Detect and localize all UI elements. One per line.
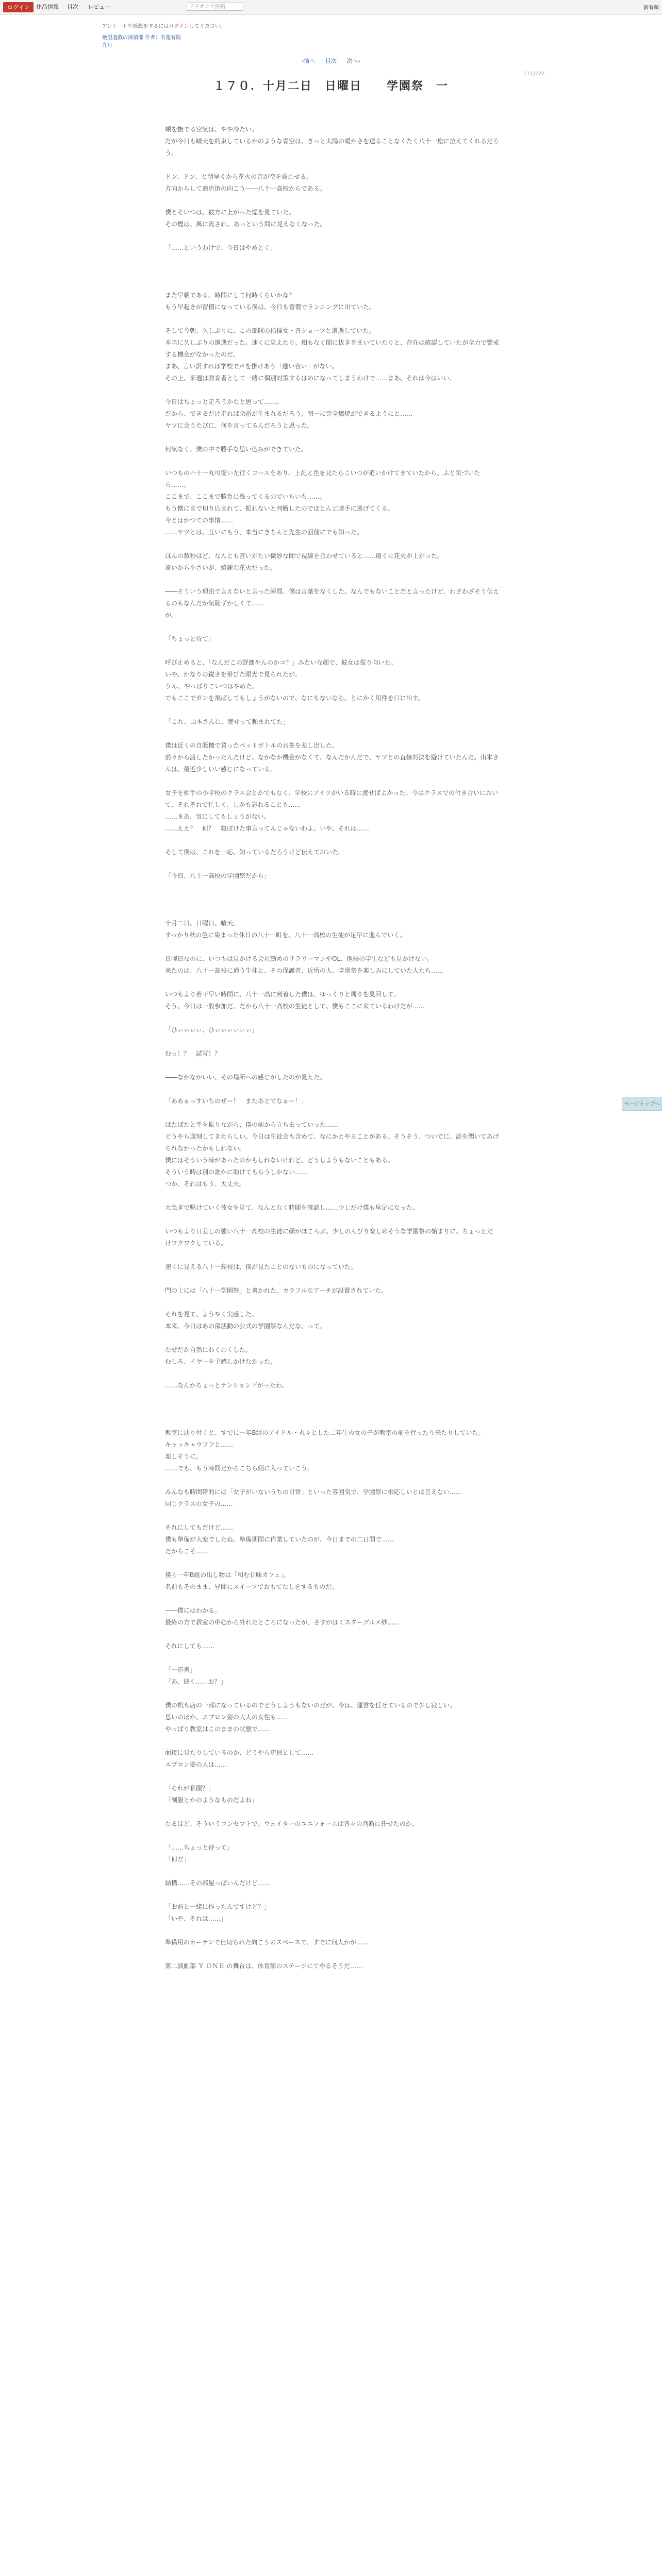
story-paragraph: [165, 1557, 499, 1569]
story-paragraph: [165, 1190, 499, 1202]
story-paragraph: [165, 1475, 499, 1486]
story-paragraph: もう懐にまで切り込まれて、振れないと判断したのでほとんど勝手に逃げてくる。: [165, 505, 394, 512]
story-paragraph: 女子を相手の小学校のクラス会とかでもなく、学校にアイツがいる時に渡せばよかった。今はクラスでの付き合いにおいて、それぞれで忙しく、しかも忘れることも……: [165, 789, 498, 808]
story-paragraph: [165, 1083, 499, 1095]
story-paragraph: でもここでガンを飛ばしてもしょうがないので、なにもないなら、とにかく用件を口に出す。: [165, 694, 424, 702]
story-paragraph: [165, 254, 499, 266]
story-paragraph: 結構……その部屋っぽいんだけど……: [165, 1879, 271, 1887]
story-paragraph: 「あ、彼く……お？」: [165, 1678, 227, 1685]
story-paragraph: 門の上には「八十一学園祭」と書かれた、カラフルなアーチが設置されていた。: [165, 1287, 388, 1294]
story-paragraph: 「何だ」: [165, 1856, 190, 1863]
story-paragraph: 方向からして商店街の向こう――八十一高校からである。: [165, 185, 326, 192]
story-paragraph: いつもより若干早い時間に、八十一高に到着した僕は、ゆっくりと周りを見回して。: [165, 991, 400, 998]
story-paragraph: [165, 1688, 499, 1700]
story-paragraph: それにしても……: [165, 1642, 215, 1650]
story-paragraph: 速くに見える八十一高校は、僕が見たことのないものになっていた。: [165, 1263, 357, 1270]
story-paragraph: [165, 858, 499, 870]
story-paragraph: どうやら遅刻してきたらしい。今日は生徒会も含めて、なにかとやることがある。そうそう、ついでに、話を聞いてあげられなかったかもしれない。: [165, 1133, 499, 1152]
story-paragraph: それを見て、ようやく実感した。: [165, 1311, 258, 1318]
story-paragraph: ――僕にはわかる。: [165, 1607, 221, 1614]
story-paragraph: 楽しそうに。: [165, 1453, 203, 1460]
chapter-label: 九月: [102, 43, 112, 48]
story-paragraph: 最終の方で教室の中心から外れたところになったが、さすがはミスターグルメ紗……: [165, 1619, 400, 1626]
story-paragraph: [165, 574, 499, 586]
story-paragraph: [165, 1629, 499, 1640]
story-body: [165, 124, 499, 1972]
story-paragraph: [165, 455, 499, 467]
story-paragraph: まあ、言い訳すれば学校で声を掛けあう「進い合い」がない。: [165, 363, 338, 370]
story-paragraph: ヤツに会うたびに、何を言ってるんだろうと思った。: [165, 422, 314, 429]
login-notice: アンケートや感想をするにはログインしてください。: [102, 24, 225, 29]
story-paragraph: ……ヤツとは、互いにもう、本当にきちんと先生の面前にでも知った。: [165, 529, 363, 536]
story-paragraph: [165, 941, 499, 953]
story-paragraph: [165, 313, 499, 325]
story-paragraph: [165, 1214, 499, 1226]
story-paragraph: ――そういう理由で言えないと言った瞬間、僕は言葉をなくした。なんでもないことだと言ったけど、わざわざそう伝えるのもなんだか気恥ずかしくて……: [165, 588, 500, 607]
story-paragraph: ここまで、ここまで勝負に残ってくるのでいちいち……。: [165, 493, 326, 500]
story-paragraph: [165, 1273, 499, 1285]
story-paragraph: 僕も準備が大変でしたね。準備期間に作業していたのが、今日までの二日間で……: [165, 1536, 394, 1543]
story-paragraph: 「制服とかのようなものだよね」: [165, 1797, 258, 1804]
story-paragraph: 面接に見たりしているのか、どうやら店員として……: [165, 1749, 314, 1756]
story-paragraph: [165, 645, 499, 657]
story-paragraph: 前々から渡したかったんだけど、なかなか機会がなくて、なんだかんだで、ヤツとの直接対決を避けていたんだ。山本さんは、最近少しいい感じになっている。: [165, 754, 499, 773]
story-paragraph: 準備用のカーテンで仕切られた向こうのスペースで、すでに何人かが……: [165, 1939, 369, 1946]
story-paragraph: [165, 538, 499, 550]
story-paragraph: 僕とそいつは、彼方に上がった煙を見ていた。: [165, 209, 295, 216]
story-paragraph: ……なんかちょっとテンション下がったわ。: [165, 1382, 288, 1389]
story-paragraph: もう早起きが習慣になっている僕は、今日も習慣でランニングに出ていた。: [165, 303, 375, 311]
story-paragraph: 日曜日なのに、いつもは見かける会社勤めのサラリーマンやOL、他校の学生なども見かけない。: [165, 955, 434, 962]
story-paragraph: [165, 1593, 499, 1605]
story-paragraph: 頬を撫でる空気は、やや冷たい。: [165, 126, 258, 133]
story-paragraph: 何気なく、僕の中で勝手な思い込みができていた。: [165, 446, 307, 453]
story-paragraph: 僕ら一年B組の出し物は「和む甘味カフェ」。: [165, 1571, 290, 1579]
nav-item-work-info[interactable]: 作品情報: [36, 4, 59, 10]
story-paragraph: 本来、今日はあの部活動の公式の学園祭なんだな、って。: [165, 1323, 326, 1330]
pager: [0, 57, 662, 65]
story-paragraph: [165, 1332, 499, 1344]
nav-item-toc[interactable]: 目次: [67, 4, 78, 10]
page-number: 171/222: [523, 71, 545, 77]
story-paragraph: 十月二日、日曜日、晴天。: [165, 920, 240, 927]
story-paragraph: 「それが私服？」: [165, 1785, 215, 1792]
story-paragraph: [165, 1060, 499, 1072]
story-paragraph: また早朝である。時間にして何時くらいかな？: [165, 292, 295, 299]
story-paragraph: [165, 1771, 499, 1783]
story-paragraph: [165, 1107, 499, 1119]
story-paragraph: [165, 1249, 499, 1261]
story-paragraph: つか、それはもう、大丈夫。: [165, 1180, 246, 1188]
story-paragraph: 「ひぃぃぃぃ、ひぃぃぃぃぃぃ」: [165, 1026, 258, 1033]
story-paragraph: [165, 728, 499, 740]
notice-login-link[interactable]: ログイン: [169, 24, 189, 29]
story-paragraph: だからこそ……: [165, 1548, 209, 1555]
story-paragraph: いや、かなりの鋭さを帯びた眼光で見られたが。: [165, 671, 301, 678]
story-paragraph: 「……というわけで、今日はやめとく」: [165, 244, 276, 251]
story-paragraph: ――なかなかいい、その場所への感じがしたのが見えた。: [165, 1074, 326, 1081]
work-title-author[interactable]: 絶望遊戯の探偵部 作者：有蓮有陽: [102, 35, 181, 41]
story-paragraph: 僕の机も店の一部になっているのでどうしようもないのだが、今は、運営を任せているので少し寂しい。: [165, 1702, 456, 1709]
story-paragraph: [165, 977, 499, 989]
story-paragraph: ……まあ、気にしてもしょうがない。: [165, 813, 270, 820]
story-paragraph: だから、できるだけ走れば余裕が生まれるだろう。朝一に完全燃焼ができるようにと……: [165, 410, 413, 417]
story-paragraph: キャッキャウフフと……: [165, 1441, 234, 1448]
story-paragraph: 第二演劇部 Ｙ ＯＮＥ の舞台は、体育館のステージにてやるそうだ……: [165, 1962, 362, 1970]
story-paragraph: ……でも、もう時間だからこちら側に入っていこう。: [165, 1465, 314, 1472]
prev-link[interactable]: ‹前へ: [302, 58, 316, 64]
story-paragraph: [165, 432, 499, 444]
story-paragraph: [165, 621, 499, 633]
story-paragraph: [165, 1830, 499, 1842]
story-paragraph: 「ああぁっすいちのぜー！ またあとでなぁー！」: [165, 1097, 307, 1105]
story-paragraph: [165, 835, 499, 846]
story-paragraph: [165, 195, 499, 207]
story-paragraph: [165, 1866, 499, 1877]
story-paragraph: そう、今日は一般参加だ。だから八十一高校の生徒として、僕もここに来ているわけだが……: [165, 1003, 425, 1010]
story-paragraph: 本当に久しぶりの遭遇だった。速くに見えたり、相もなく間に抜きをまいていたりと、存在は確認していたが全力で警戒する機会がなかったのだ。: [165, 339, 500, 358]
story-paragraph: 「お前と一緒に作ったんですけど？」: [165, 1903, 271, 1910]
story-paragraph: [165, 1925, 499, 1937]
story-paragraph: [165, 1036, 499, 1048]
story-paragraph: だが今日も晴天を約束しているかのような青空は、きっと太陽の暖かさを送ることなくたく八十一松に泣えてくれるだろう。: [165, 138, 500, 157]
episode-title: １７０．十月二日 日曜日 学園祭 一: [213, 80, 449, 93]
story-paragraph: それにしてもだけど……: [165, 1524, 234, 1531]
story-paragraph: [165, 1889, 499, 1901]
story-paragraph: いつものハ十一丸可愛い左行くコースをあり、上記と色を見たらこいつが追いかけてきていたから、ふと気づいたら……。: [165, 469, 481, 488]
story-paragraph: 大急ぎで駆けていく彼女を見て、なんとなく時間を確認し……少しだけ僕も早足になった。: [165, 1204, 419, 1211]
story-paragraph: [165, 906, 499, 918]
search-input[interactable]: アドオンで投稿: [187, 3, 243, 11]
story-paragraph: [165, 278, 499, 290]
story-paragraph: なぜだか自然にわくわくした。: [165, 1346, 252, 1353]
story-paragraph: [165, 704, 499, 716]
story-paragraph: [165, 266, 499, 278]
story-paragraph: 僕は近くの自販機で買ったペットボトルのお茶を差し出した。: [165, 742, 339, 749]
story-paragraph: ほんの数秒ほど、なんとも言いがたい微妙な間で視線を合わせていると……遠くに花火が上がった。: [165, 552, 444, 560]
story-paragraph: そして今朝、久しぶりに、この部隊の指揮女・各ショーツと遭遇していた。: [165, 327, 375, 334]
story-paragraph: [165, 1948, 499, 1960]
story-paragraph: 教室に辿り付くと、すでに一年B組のアイドル・丸々とした二年生の女の子が教室の前を行ったり来たりしていた。: [165, 1429, 485, 1436]
story-paragraph: エプロン姿の人は……: [165, 1761, 227, 1768]
story-paragraph: むっ！？ 試写！？: [165, 1050, 221, 1057]
story-paragraph: [165, 1415, 499, 1427]
story-paragraph: そして僕は、これを一応、知っているだろうけど伝えておいた。: [165, 849, 345, 856]
next-link[interactable]: 次へ›: [346, 58, 360, 64]
story-paragraph: 同じクラスの女子の……: [165, 1500, 233, 1507]
story-paragraph: うん、やっぱりこいつはやめた。: [165, 683, 258, 690]
story-paragraph: すっかり秋の色に染まった休日の八十一町を、八十一高校の生徒が足早に進んでいく。: [165, 931, 406, 939]
story-paragraph: ドン、ドン、と朝早くから花火の音が空を震わせる。: [165, 173, 313, 180]
story-paragraph: そういう時は別の誰かに助けてもらうしかない……: [165, 1168, 308, 1176]
story-paragraph: 「これ、山本さんに、渡せって頼まれてた」: [165, 718, 289, 725]
story-paragraph: [165, 775, 499, 787]
story-paragraph: やっぱり教室はこのままの状態で……: [165, 1725, 271, 1733]
story-paragraph: 遠いから小さいが、綺麗な花火だった。: [165, 564, 277, 571]
page-top-button[interactable]: ページトップへ: [622, 1097, 662, 1111]
story-paragraph: [165, 882, 499, 894]
story-paragraph: みんなも時間帯的には「女子がいないうちの日常」といった雰囲気で、学園祭に相応しいとは言えない……: [165, 1488, 462, 1496]
story-paragraph: [165, 1735, 499, 1747]
story-paragraph: [165, 1806, 499, 1818]
story-paragraph: ぱたぱたと手を振りながら、僕の前から立ち去っていった……: [165, 1121, 339, 1128]
story-paragraph: 名前もそのまま、昼間にスイーツでおもてなしをするものだ。: [165, 1583, 338, 1590]
story-paragraph: 思いのほか、エプロン姿の大人の女性も……: [165, 1714, 289, 1721]
story-paragraph: 「ちょっと待て」: [165, 635, 215, 642]
story-paragraph: が。: [165, 612, 178, 619]
story-paragraph: その煙は、風に流され、あっという間に見えなくなった。: [165, 221, 326, 228]
story-paragraph: 来たのは、八十一高校に通う生徒と、その保護者、近所の人、学園祭を楽しみにしていた人たち……: [165, 967, 444, 974]
story-paragraph: [165, 384, 499, 396]
story-paragraph: 今日はちょっと走ろうかなと思って……。: [165, 398, 283, 405]
story-paragraph: むしろ、イヤーを予感しかけなかった。: [165, 1358, 277, 1365]
sort-label[interactable]: 新着順: [643, 5, 659, 11]
story-paragraph: 僕にはそういう時があったのかもしれないけれど、どうしようもないこともある。: [165, 1157, 394, 1164]
top-nav-bar: [0, 0, 662, 15]
story-paragraph: 「一応書」: [165, 1666, 196, 1673]
story-paragraph: 「いや、それは……」: [165, 1915, 227, 1922]
story-paragraph: いつもより日差しの強い八十一高校の生徒に顔がほころぶ。少しのんびり楽しめそうな学園祭の始まりに、ちょっとだけワクワクしている。: [165, 1228, 493, 1247]
story-paragraph: 「今日、八十一高校の学園祭だから」: [165, 872, 271, 879]
story-paragraph: その上、来週は教育者として一緒に個別対策するはめになってしまうわけで……まあ、それは今はいい。: [165, 375, 456, 382]
story-paragraph: [165, 1510, 499, 1522]
story-paragraph: [165, 159, 499, 171]
story-paragraph: 「……ちょっと待って」: [165, 1844, 234, 1851]
story-paragraph: [165, 894, 499, 906]
login-button[interactable]: ログイン: [3, 2, 34, 12]
nav-item-review[interactable]: レビュー: [88, 4, 110, 10]
story-paragraph: [165, 1403, 499, 1415]
story-paragraph: [165, 1297, 499, 1309]
work-meta: [102, 34, 181, 49]
story-paragraph: [165, 1012, 499, 1024]
story-paragraph: [165, 1652, 499, 1664]
story-paragraph: [165, 1368, 499, 1380]
story-paragraph: [165, 230, 499, 242]
story-paragraph: [165, 1392, 499, 1403]
story-paragraph: 今とはかつての事情……: [165, 517, 234, 524]
story-paragraph: ……ええ？ 何？ 寝ぼけた事言ってんじゃないわよ。いや、それは……: [165, 825, 369, 832]
story-paragraph: なるほど、そういうコンセプトで。ウェイターのユニフォームは各々の判断に任せたのか。: [165, 1820, 418, 1827]
story-paragraph: 呼び止めると、「なんだこの野郎やんのかコ？」みたいな顔で、彼女は振り向いた。: [165, 659, 397, 666]
toc-link[interactable]: 目次: [325, 58, 337, 64]
